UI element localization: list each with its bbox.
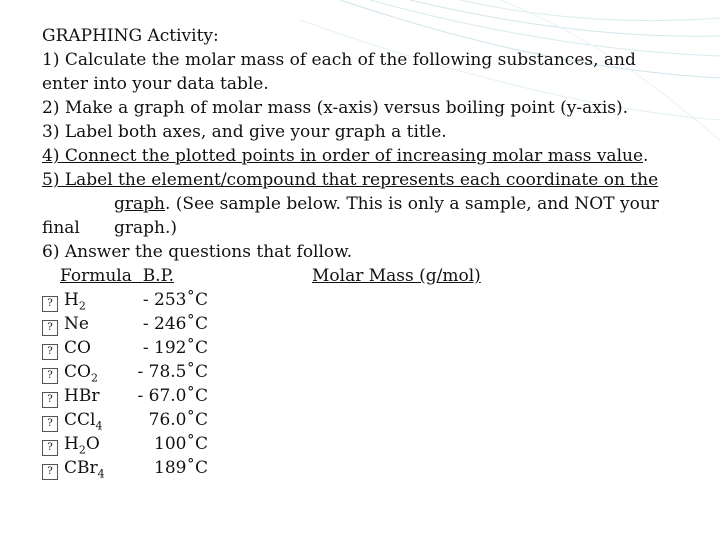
formula-cell: CCl$_4$ [64,410,103,433]
header-molar-mass: Molar Mass (g/mol) [311,266,481,286]
step-5-final-rest: graph.) [114,218,178,238]
formula-cell: CBr$_4$ [64,458,105,481]
step-4-text: 4) Connect the plotted points in order of increasing molar mass value [42,146,644,166]
table-row [42,360,692,384]
boiling-point-cell: - 78.5˚C [137,362,208,382]
boiling-point-cell: 100˚C [154,434,208,454]
boiling-point-cell: 76.0˚C [148,410,208,430]
boiling-point-cell: 189˚C [154,458,208,478]
document-body [42,24,692,480]
formula-cell: HBr [64,386,100,406]
step-3: 3) Label both axes, and give your graph a title. [42,122,447,142]
table-row [42,432,692,456]
step-5-rest: . (See sample below. This is only a sample, and NOT your [164,194,659,214]
table-header [60,264,692,288]
checkbox-bullet-icon: ? [42,392,58,408]
step-5-graph-word: graph [114,194,165,214]
formula-cell: $H_2O$ [64,434,100,457]
data-table [42,288,692,480]
checkbox-bullet-icon: ? [42,464,58,480]
step-6: 6) Answer the questions that follow. [42,242,353,262]
table-row [42,336,692,360]
step-5-text: 5) Label the element/compound that represents each coordinate on the [42,170,659,190]
formula-cell: $H_2$ [64,290,86,313]
step-1-cont: enter into your data table. [42,74,269,94]
step-2: 2) Make a graph of molar mass (x-axis) versus boiling point (y-axis). [42,98,629,118]
step-5-cont [42,192,692,216]
formula-cell: Ne [64,314,89,334]
boiling-point-cell: - 246˚C [142,314,208,334]
checkbox-bullet-icon: ? [42,320,58,336]
step-5 [42,168,692,192]
table-row [42,384,692,408]
table-row [42,456,692,480]
step-4 [42,144,692,168]
table-row [42,408,692,432]
header-formula: Formula B.P. Molar Mass (g/mol) [60,266,481,286]
formula-cell: $CO_2$ [64,362,98,385]
boiling-point-cell: - 192˚C [142,338,208,358]
step-4-period: . [643,146,649,166]
checkbox-bullet-icon: ? [42,296,58,312]
page-title: GRAPHING Activity: [42,26,219,46]
step-5-final [42,216,692,240]
step-5-final-word: final [42,218,80,238]
header-bp: B.P. [142,266,174,286]
checkbox-bullet-icon: ? [42,440,58,456]
checkbox-bullet-icon: ? [42,344,58,360]
formula-cell: CO [64,338,91,358]
checkbox-bullet-icon: ? [42,416,58,432]
boiling-point-cell: - 67.0˚C [137,386,208,406]
boiling-point-cell: - 253˚C [142,290,208,310]
step-1: 1) Calculate the molar mass of each of the following substances, and [42,50,636,70]
table-row [42,312,692,336]
checkbox-bullet-icon: ? [42,368,58,384]
table-row [42,288,692,312]
